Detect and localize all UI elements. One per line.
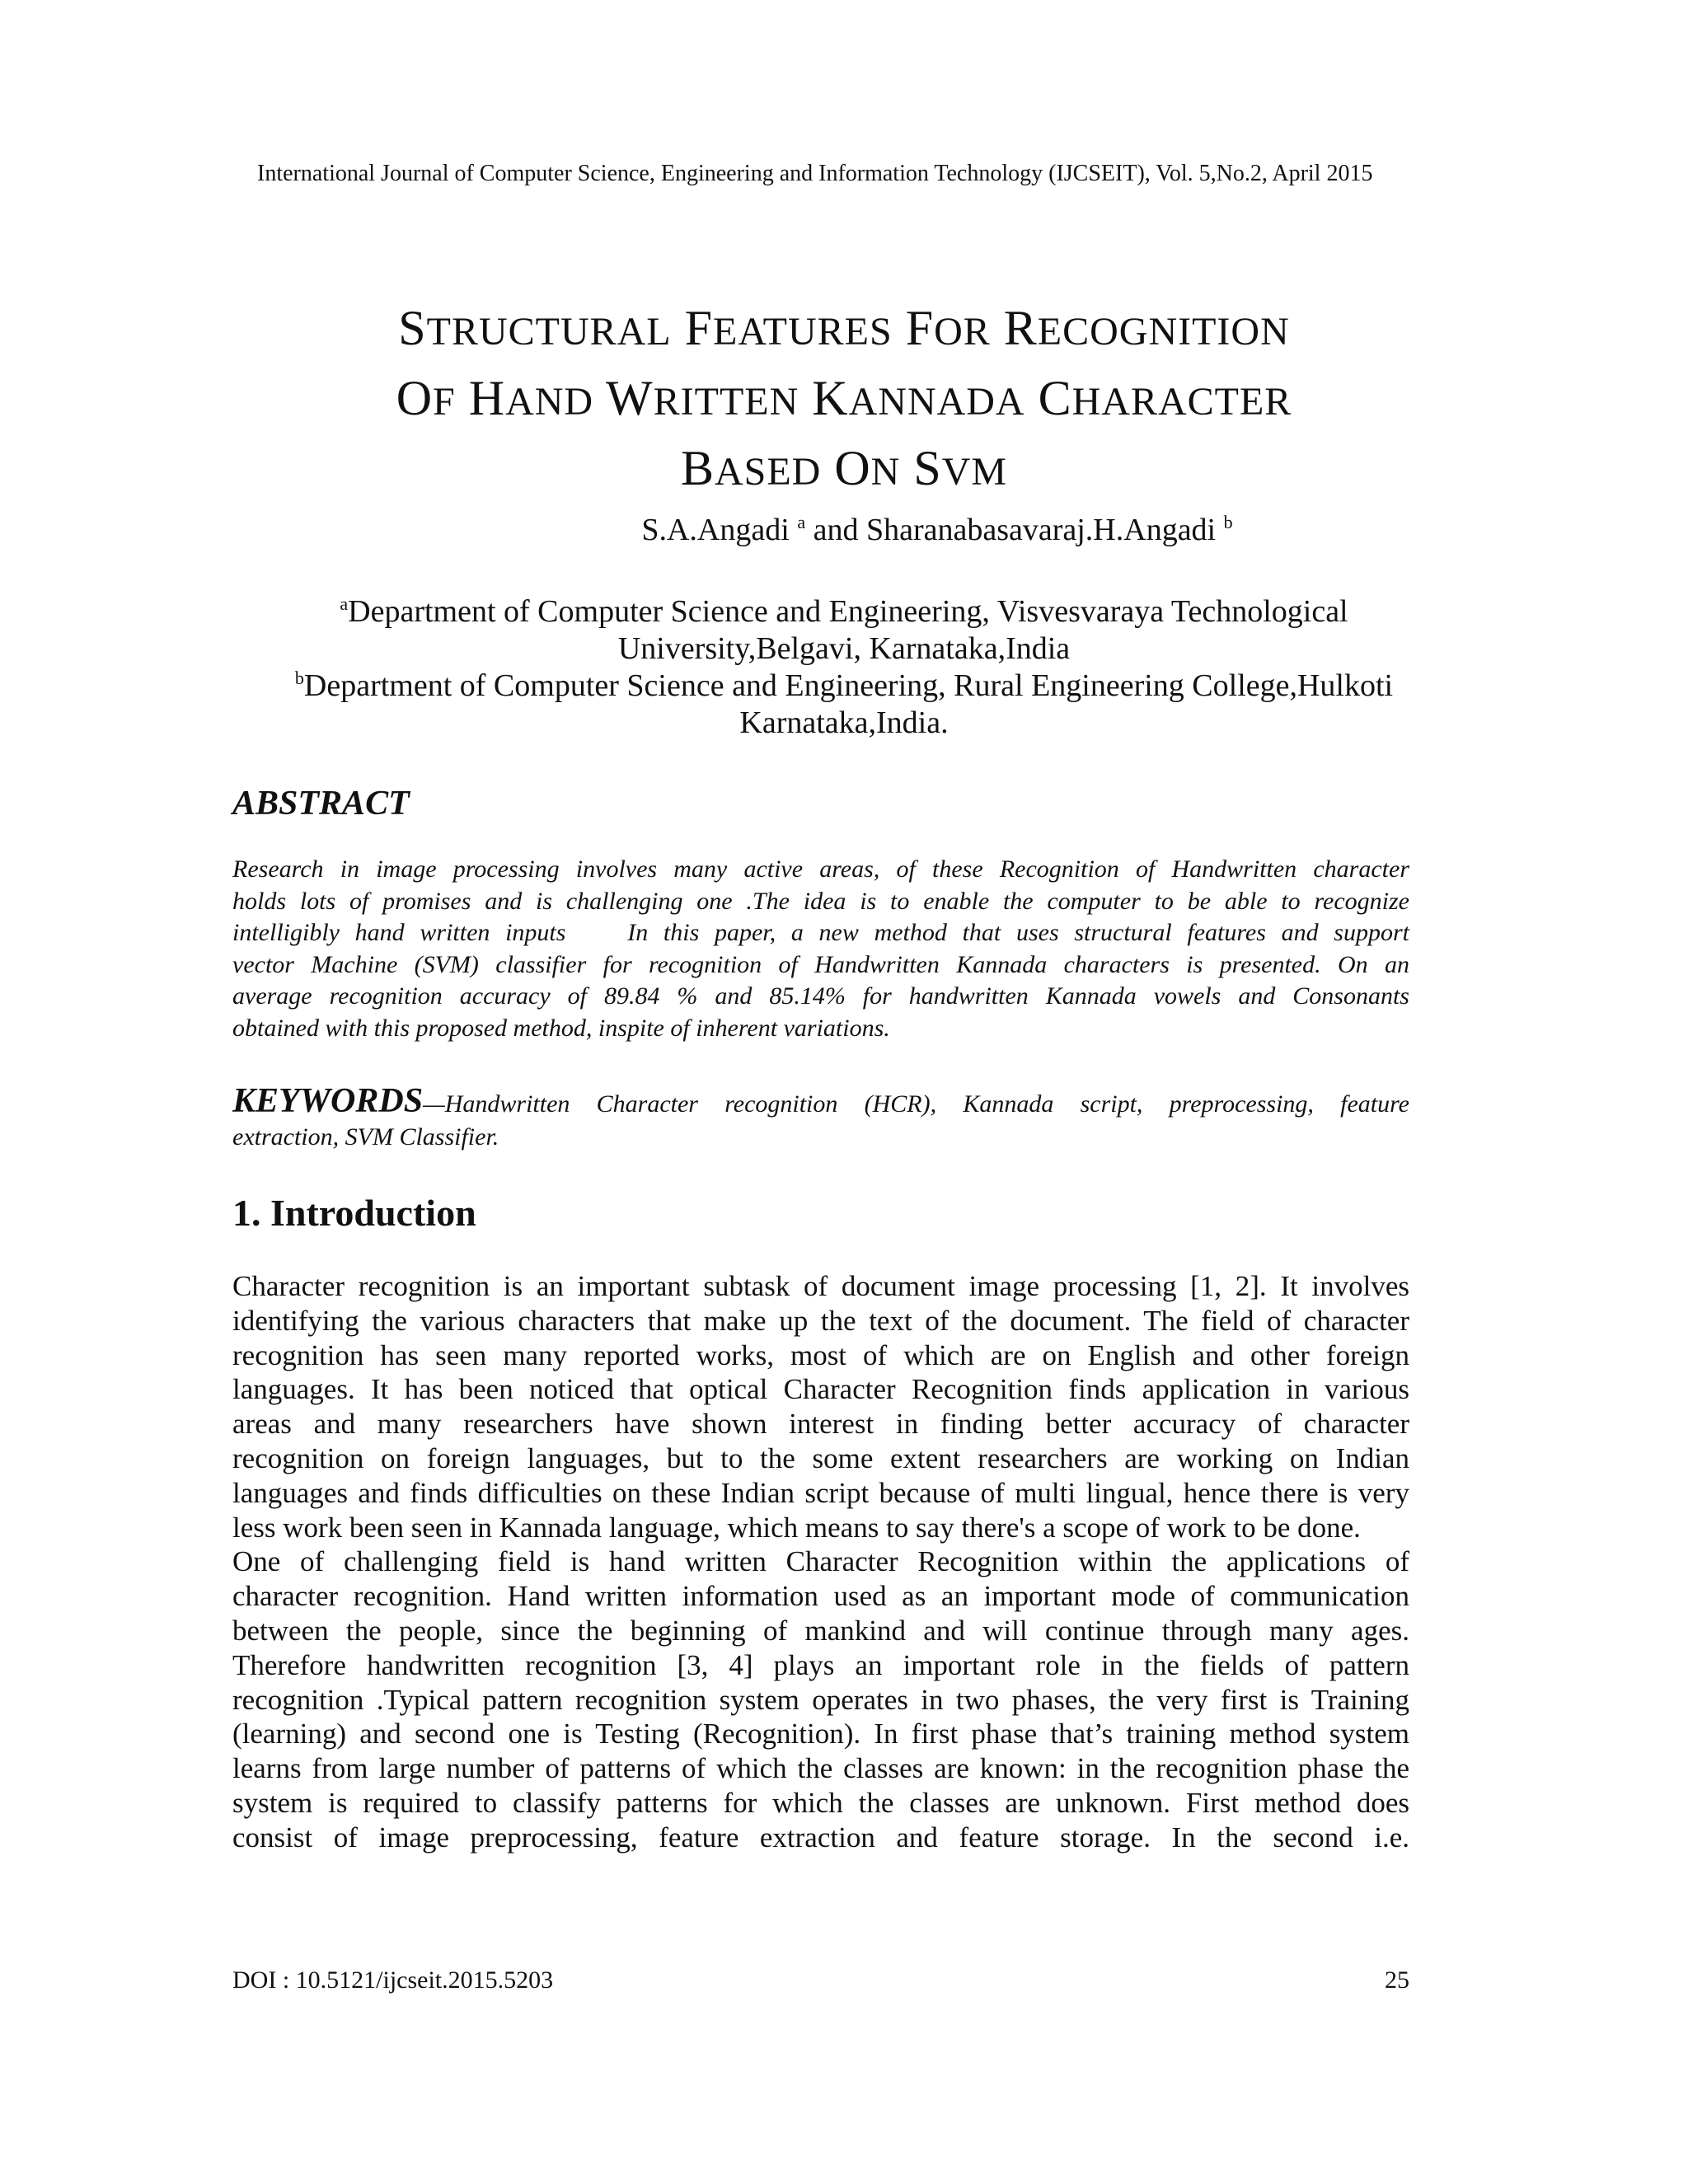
title-line [206, 435, 1482, 505]
abstract-line: holds lots of promises and is challenging one .The idea is to enable the computer to be able to recognize [232, 887, 1409, 915]
paper-title [206, 295, 1482, 505]
title-line [206, 295, 1482, 365]
section-heading-introduction: 1. Introduction [232, 1192, 476, 1234]
author-connector: and [805, 513, 866, 547]
body-line: areas and many researchers have shown interest in finding better accuracy of character [232, 1408, 1409, 1441]
affiliation-marker: a [340, 593, 349, 614]
affiliation-text: Department of Computer Science and Engineering, Visvesvaraya Technological [348, 594, 1348, 629]
affiliation-line [206, 593, 1482, 630]
keywords-text: —Handwritten Character recognition (HCR), Kannada script, preprocessing, feature [423, 1090, 1409, 1118]
affiliation-marker: b [1223, 512, 1233, 532]
body-line: character recognition. Hand written information used as an important mode of communication [232, 1580, 1409, 1613]
keywords-block [232, 1082, 1409, 1154]
affiliation-line: Karnataka,India. [739, 705, 949, 740]
footer-doi: DOI : 10.5121/ijcseit.2015.5203 [232, 1966, 554, 1994]
abstract-line: vector Machine (SVM) classifier for recognition of Handwritten Kannada characters is presented. On an [232, 950, 1409, 978]
body-line: consist of image preprocessing, feature extraction and feature storage. In the second i.e. [232, 1821, 1409, 1854]
affiliation-line [206, 668, 1482, 705]
abstract-line: average recognition accuracy of 89.84 % and 85.14% for handwritten Kannada vowels and Consonants [232, 982, 1409, 1010]
affiliation-marker: b [294, 668, 304, 688]
author-name: Sharanabasavaraj.H.Angadi [865, 513, 1217, 547]
affiliation-marker: a [797, 512, 806, 532]
body-line: Character recognition is an important subtask of document image processing [1, 2]. It involves [232, 1270, 1409, 1302]
abstract-heading: ABSTRACT [232, 785, 410, 823]
body-line: languages. It has been noticed that optical Character Recognition finds application in various [232, 1373, 1409, 1406]
title-line-text: BASED ON SVM [680, 441, 1008, 495]
keywords-line [232, 1082, 1409, 1121]
body-line: (learning) and second one is Testing (Recognition). In first phase that’s training method system [232, 1718, 1409, 1750]
abstract-body [232, 854, 1409, 1044]
keywords-line: extraction, SVM Classifier. [232, 1123, 499, 1151]
affiliation-line: University,Belgavi, Karnataka,India [617, 631, 1071, 666]
affiliation-text: Department of Computer Science and Engineering, Rural Engineering College,Hulkoti [303, 668, 1394, 703]
body-line: learns from large number of patterns of which the classes are known: in the recognition phase the [232, 1752, 1409, 1785]
body-line: identifying the various characters that make up the text of the document. The field of character [232, 1304, 1409, 1337]
author-name: S.A.Angadi [641, 513, 790, 547]
abstract-line: obtained with this proposed method, inspite of inherent variations. [232, 1014, 890, 1042]
title-line-text: STRUCTURAL FEATURES FOR RECOGNITION [398, 301, 1290, 355]
footer-page-number: 25 [1385, 1966, 1409, 1994]
body-line: recognition on foreign languages, but to the some extent researchers are working on Indian [232, 1441, 1409, 1474]
abstract-line: Research in image processing involves many active areas, of these Recognition of Handwritten character [232, 855, 1409, 883]
author-list [206, 511, 1482, 549]
body-line: system is required to classify patterns for which the classes are unknown. First method does [232, 1786, 1409, 1819]
introduction-body [232, 1269, 1409, 1855]
running-header: International Journal of Computer Science, Engineering and Information Technology (IJCSEIT), Vol. 5,No.2, April 2015 [257, 161, 1373, 186]
keywords-label: KEYWORDS [232, 1082, 424, 1120]
title-line [206, 365, 1482, 435]
body-line: recognition .Typical pattern recognition system operates in two phases, the very first is Training [232, 1683, 1409, 1716]
body-line: recognition has seen many reported works, most of which are on English and other foreign [232, 1338, 1409, 1371]
body-line: Therefore handwritten recognition [3, 4] plays an important role in the fields of pattern [232, 1648, 1409, 1681]
abstract-line: intelligibly hand written inputs In this paper, a new method that uses structural features and support [232, 919, 1409, 946]
affiliation-block [206, 593, 1482, 742]
body-line: less work been seen in Kannada language, which means to say there's a scope of work to be done. [232, 1511, 1361, 1544]
body-line: languages and finds difficulties on these Indian script because of multi lingual, hence there is very [232, 1476, 1409, 1509]
body-line: between the people, since the beginning of mankind and will continue through many ages. [232, 1614, 1409, 1647]
body-line: One of challenging field is hand written Character Recognition within the applications of [232, 1545, 1409, 1578]
title-line-text: OF HAND WRITTEN KANNADA CHARACTER [396, 371, 1292, 425]
